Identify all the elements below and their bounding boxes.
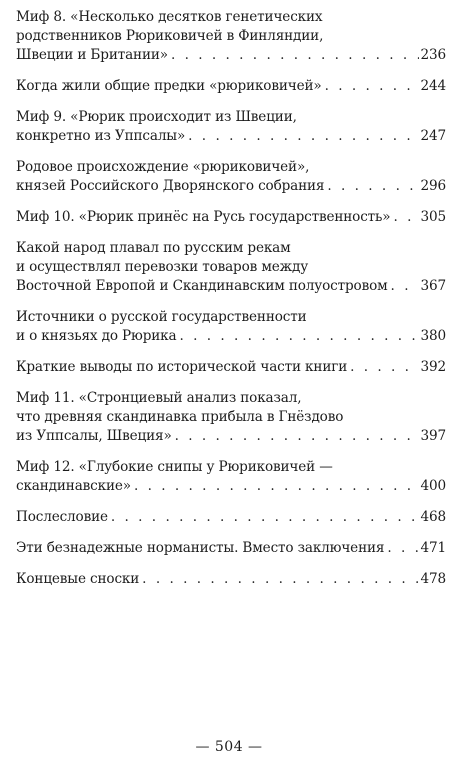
toc-entry-last-line <box>16 77 446 96</box>
toc-entry-last-line <box>16 46 446 65</box>
toc-entry-title-line: Какой народ плавал по русским рекам <box>16 240 291 256</box>
dot-leader <box>111 508 419 527</box>
dot-leader <box>387 539 418 558</box>
toc-entry-title-line: князей Российского Дворянского собрания <box>16 178 325 194</box>
toc-entry-title-line: Источники о русской государственности <box>16 309 307 325</box>
dot-leader <box>142 570 418 589</box>
toc-entry-title-line: Краткие выводы по исторической части книги <box>16 359 348 375</box>
toc-entry-page-number: 296 <box>420 178 446 194</box>
toc-entry[interactable] <box>16 158 446 196</box>
toc-entry-title-line: Восточной Европой и Скандинавским полуостровом <box>16 278 388 294</box>
toc-entry-page-number: 236 <box>420 47 446 63</box>
toc-entry-title-line: Миф 11. «Стронциевый анализ показал, <box>16 390 302 406</box>
dot-leader <box>179 327 418 346</box>
toc-entry-title-line: конкретно из Уппсалы» <box>16 128 186 144</box>
toc-entry-last-line <box>16 539 446 558</box>
dot-leader <box>350 358 418 377</box>
toc-entry-page-number: 478 <box>420 571 446 587</box>
toc-entry-title-line: Эти безнадежные норманисты. Вместо заключения <box>16 540 385 556</box>
toc-entry-last-line <box>16 427 446 446</box>
toc-entry-title-line: скандинавские» <box>16 478 131 494</box>
toc-entry-title-line: Миф 10. «Рюрик принёс на Русь государственность» <box>16 209 391 225</box>
toc-entry[interactable] <box>16 570 446 589</box>
toc-entry[interactable] <box>16 458 446 496</box>
toc-entry-last-line <box>16 208 446 227</box>
dot-leader <box>327 177 418 196</box>
toc-entry-title-line: Швеции и Британии» <box>16 47 168 63</box>
toc-entry-title-line: из Уппсалы, Швеция» <box>16 428 172 444</box>
dot-leader <box>325 77 419 96</box>
toc-entry-last-line <box>16 127 446 146</box>
toc-entry-title-line: Концевые сноски <box>16 571 140 587</box>
dot-leader <box>175 427 419 446</box>
toc-entry[interactable] <box>16 239 446 296</box>
toc-entry[interactable] <box>16 358 446 377</box>
dot-leader <box>171 46 419 65</box>
toc-entry[interactable] <box>16 308 446 346</box>
toc-entry-title-line: Миф 9. «Рюрик происходит из Швеции, <box>16 109 297 125</box>
toc-entry-title-line: Когда жили общие предки «рюриковичей» <box>16 78 322 94</box>
toc-entry-page-number: 468 <box>420 509 446 525</box>
toc-entry-page-number: 392 <box>420 359 446 375</box>
toc-entry-page-number: 380 <box>420 328 446 344</box>
toc-entry-title-line: Миф 12. «Глубокие снипы у Рюриковичей — <box>16 459 333 475</box>
toc-entry-last-line <box>16 177 446 196</box>
dot-leader <box>188 127 418 146</box>
toc-entry-title-line: Послесловие <box>16 509 108 525</box>
toc-entry[interactable] <box>16 508 446 527</box>
toc-entry-page-number: 305 <box>420 209 446 225</box>
toc-entry-title-line: родственников Рюриковичей в Финляндии, <box>16 28 324 44</box>
toc-entry-page-number: 244 <box>420 78 446 94</box>
dot-leader <box>391 277 419 296</box>
toc-entry-page-number: 247 <box>420 128 446 144</box>
toc-entry-title-line: Миф 8. «Несколько десятков генетических <box>16 9 323 25</box>
toc-entry-page-number: 397 <box>420 428 446 444</box>
toc-entry-last-line <box>16 327 446 346</box>
toc-entry-last-line <box>16 358 446 377</box>
toc-entry-page-number: 400 <box>420 478 446 494</box>
page-number: — 504 — <box>195 739 263 755</box>
dot-leader <box>134 477 419 496</box>
toc-entry-last-line <box>16 277 446 296</box>
toc-entry-last-line <box>16 477 446 496</box>
toc-entry[interactable] <box>16 389 446 446</box>
toc-entry[interactable] <box>16 77 446 96</box>
toc-entry[interactable] <box>16 8 446 65</box>
dot-leader <box>393 208 418 227</box>
toc-entry[interactable] <box>16 108 446 146</box>
toc-entry[interactable] <box>16 208 446 227</box>
toc-entry-page-number: 471 <box>420 540 446 556</box>
toc-entry-title-line: и о князьях до Рюрика <box>16 328 177 344</box>
toc-entry[interactable] <box>16 539 446 558</box>
toc-entry-title-line: Родовое происхождение «рюриковичей», <box>16 159 310 175</box>
toc-entry-last-line <box>16 508 446 527</box>
toc-entry-page-number: 367 <box>420 278 446 294</box>
toc-entry-title-line: что древняя скандинавка прибыла в Гнёздово <box>16 409 344 425</box>
table-of-contents <box>16 8 446 601</box>
toc-entry-last-line <box>16 570 446 589</box>
toc-entry-title-line: и осуществлял перевозки товаров между <box>16 259 309 275</box>
